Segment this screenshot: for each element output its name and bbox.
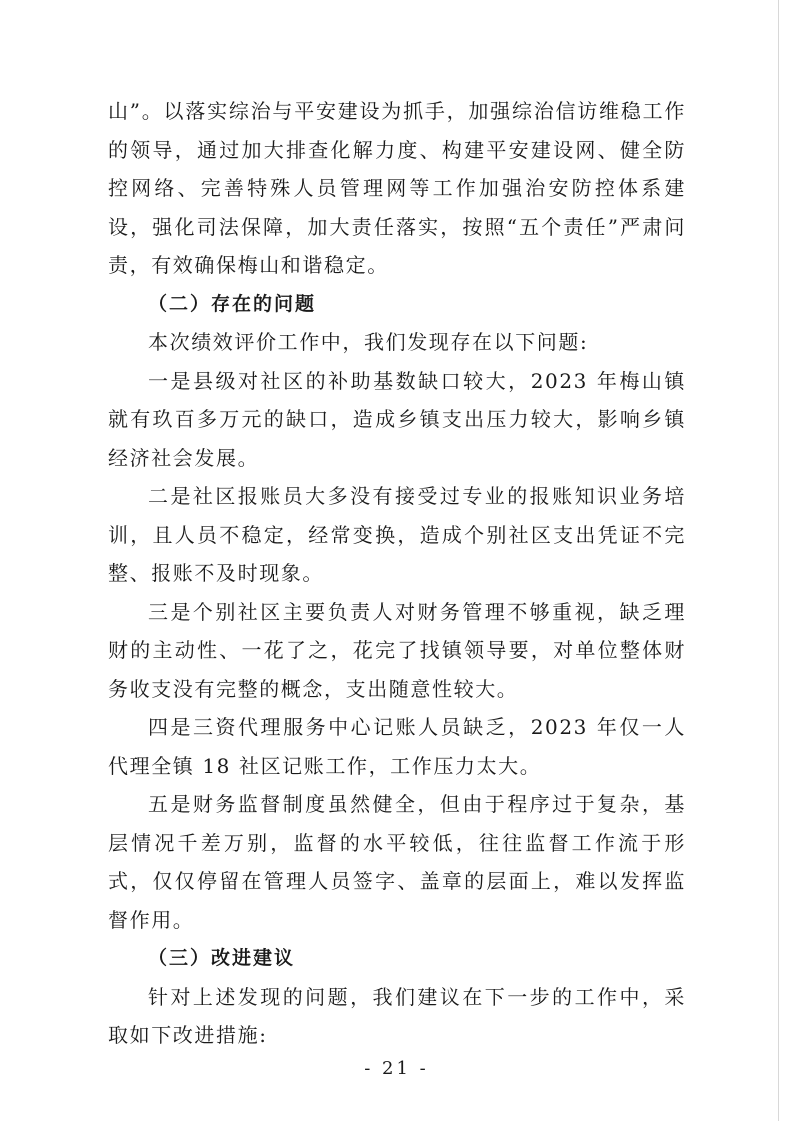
paragraph-problem-1: 一是县级对社区的补助基数缺口较大，2023 年梅山镇就有玖百多万元的缺口，造成乡镇支出压力较大，影响乡镇经济社会发展。 xyxy=(108,368,686,470)
document-body xyxy=(108,92,686,1055)
scan-edge-line xyxy=(778,0,779,1121)
section-heading-suggestions: （三）改进建议 xyxy=(148,947,296,969)
paragraph-problem-4: 四是三资代理服务中心记账人员缺乏，2023 年仅一人代理全镇 18 社区记账工作，工作压力太大。 xyxy=(108,715,686,778)
paragraph-problem-3: 三是个别社区主要负责人对财务管理不够重视，缺乏理财的主动性、一花了之，花完了找镇领导要，对单位整体财务收支没有完整的概念，支出随意性较大。 xyxy=(108,599,686,701)
paragraph-problem-2: 二是社区报账员大多没有接受过专业的报账知识业务培训，且人员不稳定，经常变换，造成个别社区支出凭证不完整、报账不及时现象。 xyxy=(108,484,686,585)
paragraph-problem-5: 五是财务监督制度虽然健全，但由于程序过于复杂，基层情况千差万别，监督的水平较低，往往监督工作流于形式，仅仅停留在管理人员签字、盖章的层面上，难以发挥监督作用。 xyxy=(108,792,686,932)
paragraph-continuation: 山”。以落实综治与平安建设为抓手，加强综治信访维稳工作的领导，通过加大排查化解力度、构建平安建设网、健全防控网络、完善特殊人员管理网等工作加强治安防控体系建设，强化司法保障，加大责任落实，按照“五个责任”严肃问责，有效确保梅山和谐稳定。 xyxy=(108,99,686,277)
paragraph-problems-intro: 本次绩效评价工作中，我们发现存在以下问题: xyxy=(148,330,589,354)
page-number: - 21 - xyxy=(364,1058,429,1079)
paragraph-suggestions-intro: 针对上述发现的问题，我们建议在下一步的工作中，采取如下改进措施: xyxy=(108,984,686,1047)
section-heading-problems: （二）存在的问题 xyxy=(148,292,317,315)
